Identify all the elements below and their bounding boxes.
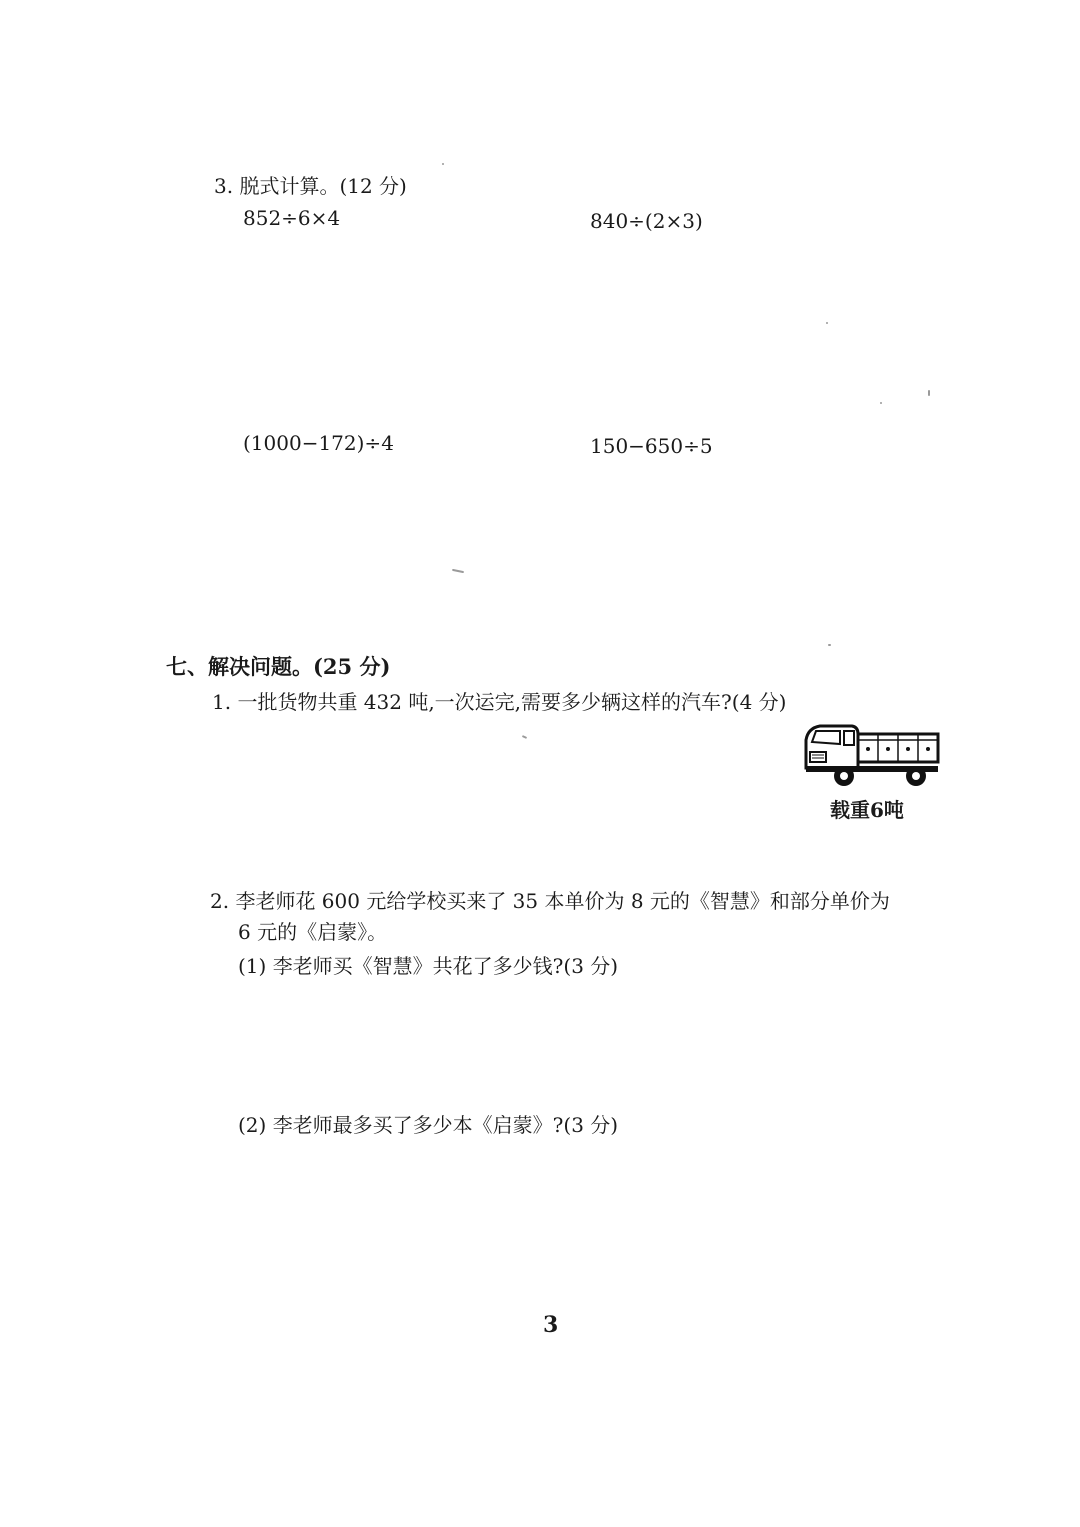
scan-speck xyxy=(442,163,444,165)
q2-sub2: (2) 李老师最多买了多少本《启蒙》?(3 分) xyxy=(238,1113,619,1137)
page-number: 3 xyxy=(543,1312,559,1338)
problem-3: (1000−172)÷4 xyxy=(243,431,394,455)
problem-1: 852÷6×4 xyxy=(243,206,341,230)
problem-2: 840÷(2×3) xyxy=(590,209,703,233)
scan-speck xyxy=(880,402,882,404)
scan-speck xyxy=(522,735,527,739)
section3-title: 3. 脱式计算。(12 分) xyxy=(214,174,407,198)
scan-speck xyxy=(828,644,831,646)
q2-sub1: (1) 李老师买《智慧》共花了多少钱?(3 分) xyxy=(238,954,619,978)
q2-line2: 6 元的《启蒙》。 xyxy=(238,920,388,944)
truck-label: 载重6吨 xyxy=(830,798,904,822)
q2-line1: 2. 李老师花 600 元给学校买来了 35 本单价为 8 元的《智慧》和部分单价为 xyxy=(210,889,890,913)
scan-speck xyxy=(826,322,828,324)
scan-speck xyxy=(452,569,464,573)
problem-4: 150−650÷5 xyxy=(590,434,713,458)
q1-text: 1. 一批货物共重 432 吨,一次运完,需要多少辆这样的汽车?(4 分) xyxy=(212,690,787,714)
truck-icon xyxy=(800,718,942,790)
section7-title: 七、解决问题。(25 分) xyxy=(166,654,391,679)
scan-speck xyxy=(928,390,930,396)
